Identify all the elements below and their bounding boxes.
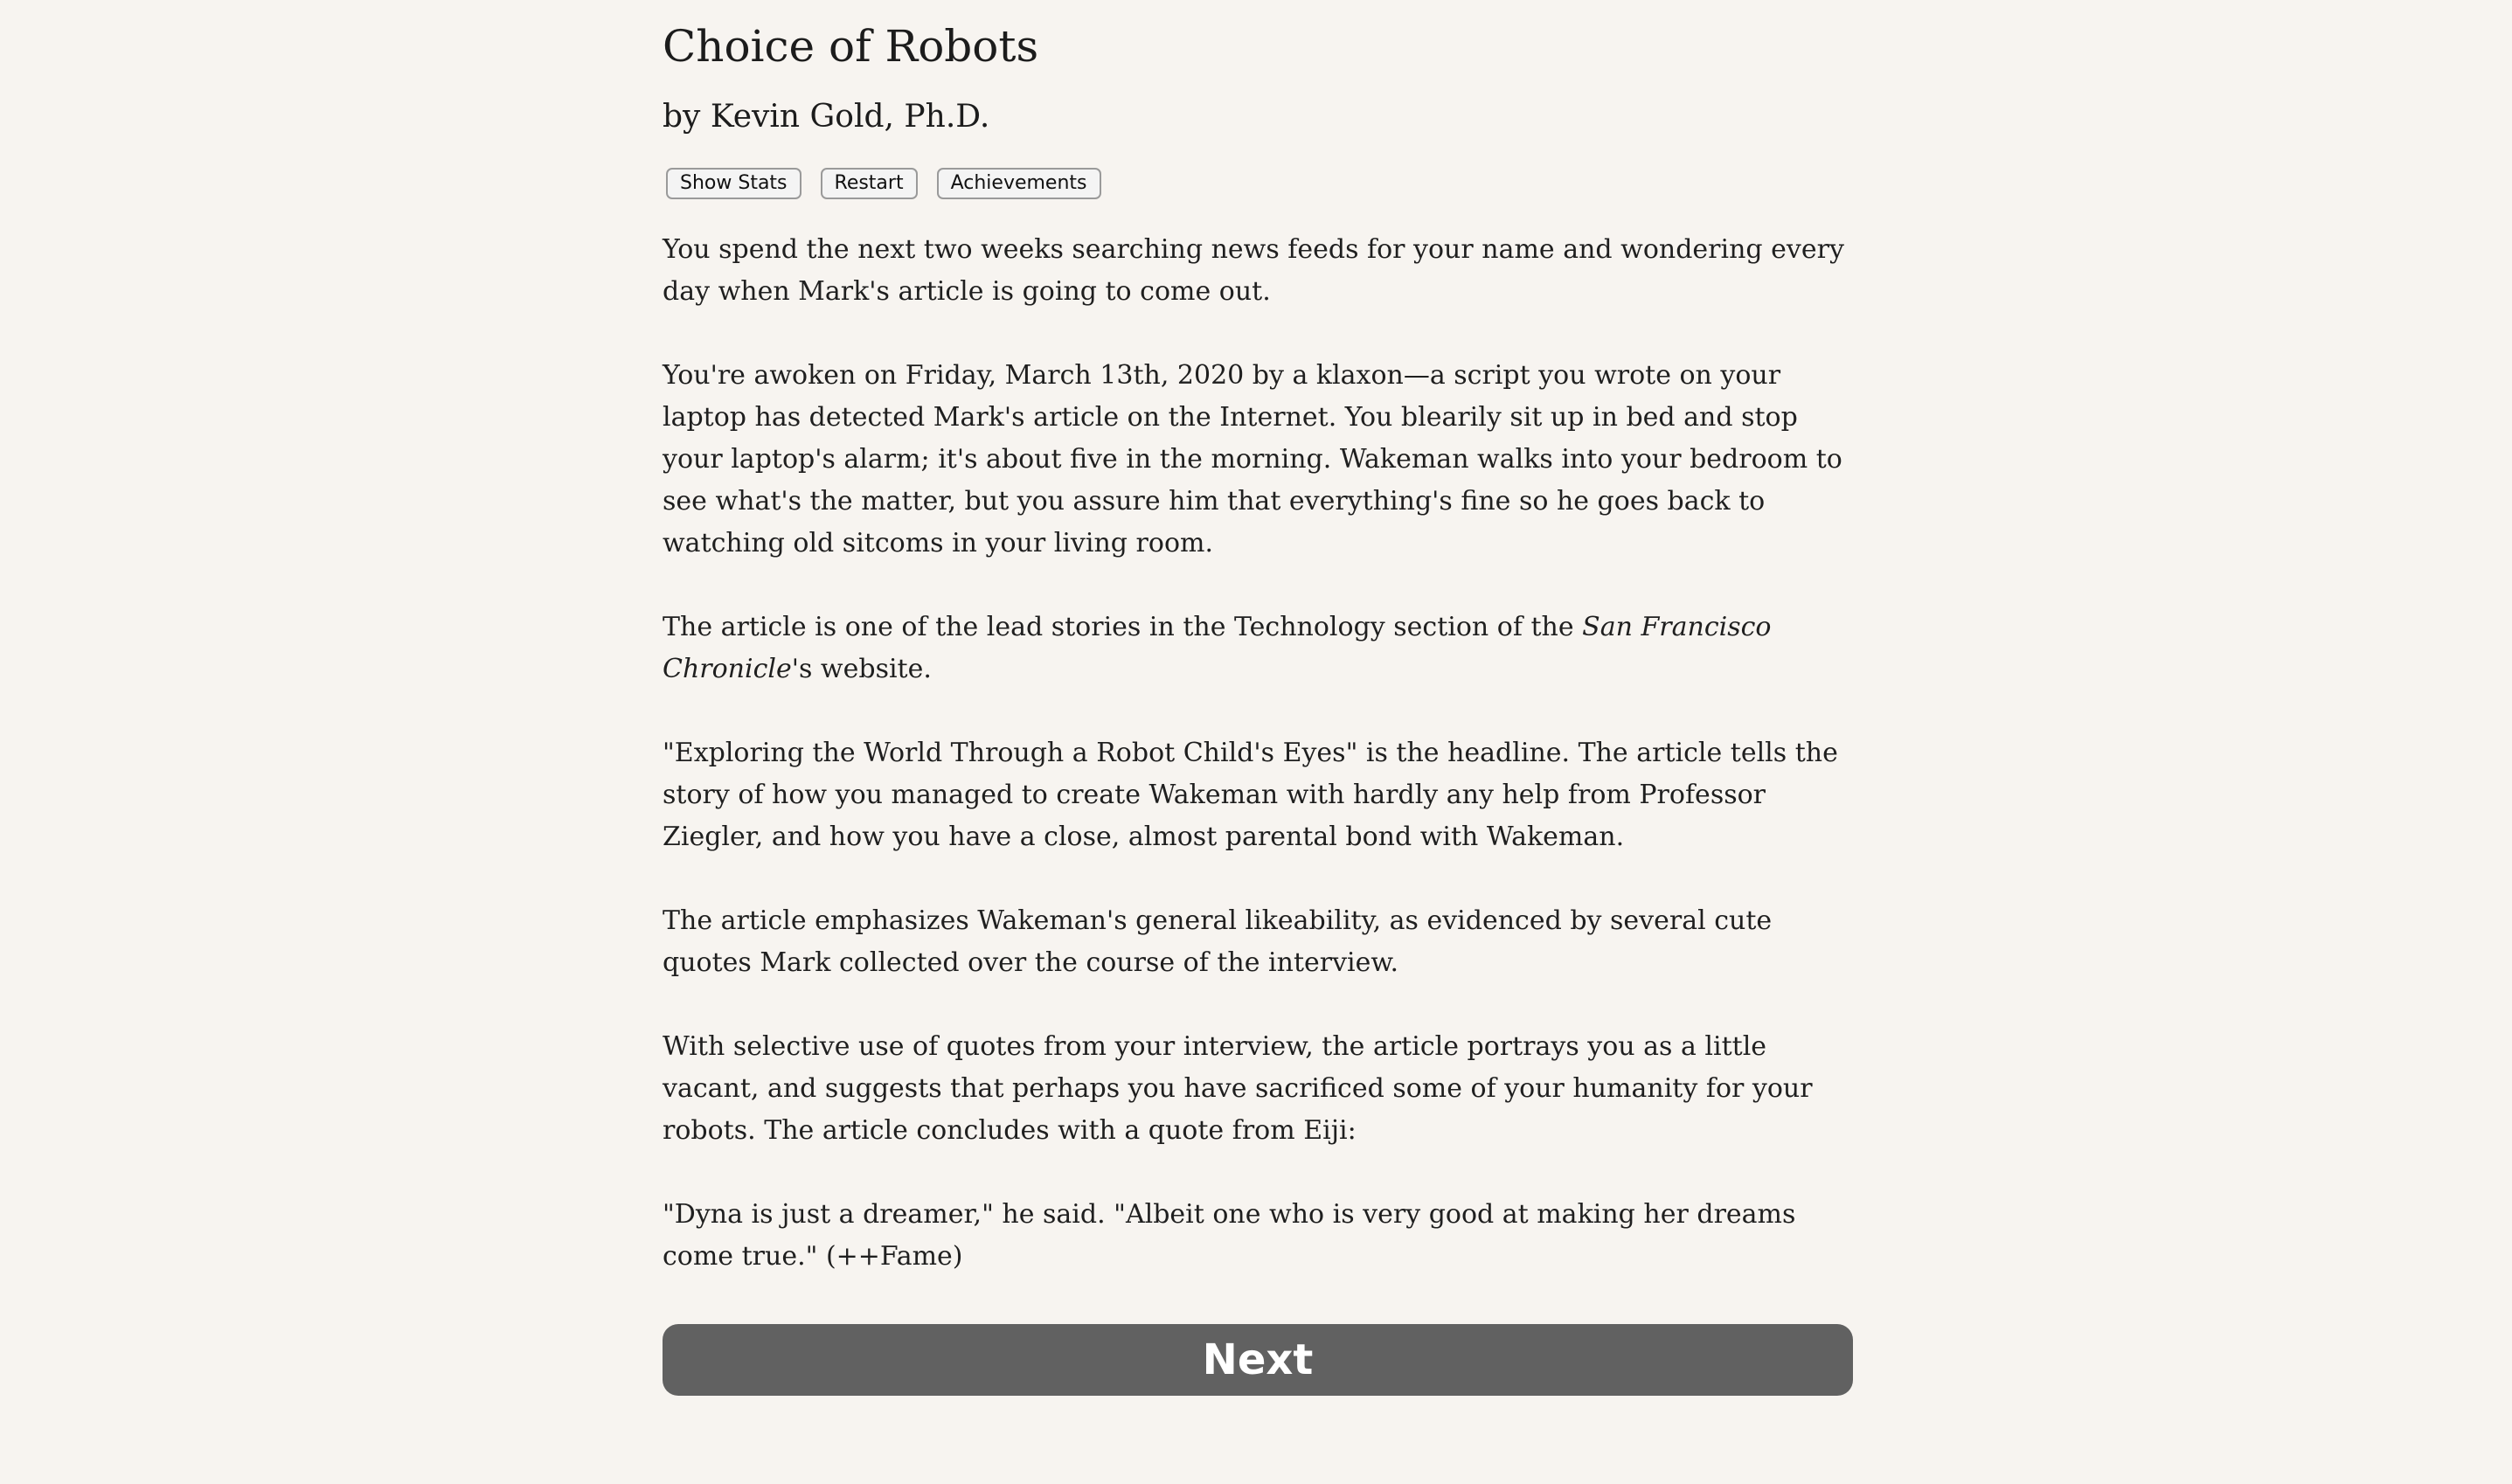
game-title: Choice of Robots (663, 21, 1039, 72)
restart-button[interactable]: Restart (821, 168, 918, 199)
show-stats-button[interactable]: Show Stats (666, 168, 801, 199)
next-button[interactable]: Next (663, 1324, 1853, 1396)
story-paragraph: With selective use of quotes from your interview, the article portrays you as a little vacant, and suggests that perhaps you have sacrificed some of your humanity for your robots. The article concludes with a quote from Eiji: (663, 1031, 1813, 1146)
story-paragraph: The article emphasizes Wakeman's general likeability, as evidenced by several cute quotes Mark collected over the course of the interview. (663, 905, 1773, 978)
story-text-segment: 's website. (791, 654, 932, 684)
story-paragraph: "Dyna is just a dreamer," he said. "Albeit one who is very good at making her dreams come true." (++Fame) (663, 1199, 1796, 1272)
story-paragraph: "Exploring the World Through a Robot Child's Eyes" is the headline. The article tells the story of how you managed to create Wakeman with hardly any help from Professor Ziegler, and how you have a close, almost parental bond with Wakeman. (663, 738, 1838, 852)
story-paragraph: You spend the next two weeks searching news feeds for your name and wondering every day when Mark's article is going to come out. (663, 234, 1844, 307)
story-text (663, 229, 1853, 1278)
story-text-segment: The article is one of the lead stories in the Technology section of the (663, 612, 1583, 642)
toolbar (666, 168, 1101, 199)
achievements-button[interactable]: Achievements (937, 168, 1101, 199)
story-paragraph: You're awoken on Friday, March 13th, 2020 by a klaxon—a script you wrote on your laptop has detected Mark's article on the Internet. You blearily sit up in bed and stop your laptop's alarm; it's about five in the morning. Wakeman walks into your bedroom to see what's the matter, but you assure him that everything's fine so he goes back to watching old sitcoms in your living room. (663, 360, 1842, 558)
author-byline: by Kevin Gold, Ph.D. (663, 99, 990, 135)
newspaper-name: San Francisco Chronicle (663, 612, 1772, 684)
story-paragraph (663, 607, 1853, 690)
